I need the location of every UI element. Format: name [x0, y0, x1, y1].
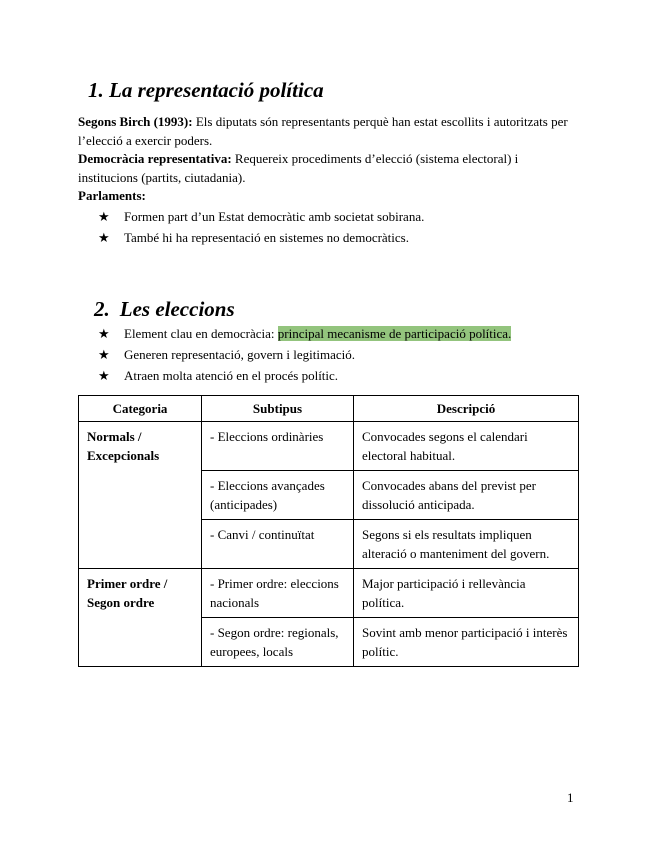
section1-paragraphs [78, 113, 578, 206]
section2-title-number: 2. [94, 296, 110, 321]
bullet-text: Atraen molta atenció en el procés polític. [124, 367, 339, 383]
list-item [98, 365, 578, 386]
subtype-cell: - Primer ordre: eleccions nacionals [202, 568, 354, 617]
list-item [98, 323, 578, 344]
star-bullet-icon: ★ [98, 325, 110, 341]
paragraph-text: Els diputats són representants perquè han estat escollits i autoritzats per l’elecció a exercir poders. [78, 114, 568, 148]
col-header-descripcio: Descripció [354, 395, 579, 421]
paragraph-lead: Democràcia representativa: [78, 151, 232, 167]
paragraph-lead: Segons Birch (1993): [78, 114, 193, 129]
paragraph [78, 187, 578, 206]
subtype-cell: - Eleccions avançades (anticipades) [202, 470, 354, 519]
description-cell: Convocades abans del previst per dissolució anticipada. [354, 470, 579, 519]
description-cell: Major participació i rellevància política. [354, 568, 579, 617]
bullet-text: També hi ha representació en sistemes no democràtics. [124, 229, 409, 245]
list-item [98, 344, 578, 365]
section2-title-text: Les eleccions [119, 296, 235, 321]
subtype-cell: - Eleccions ordinàries [202, 421, 354, 470]
section2-title [94, 296, 578, 323]
highlighted-text: principal mecanisme de participació política. [277, 325, 512, 341]
section1-bullet-list [78, 206, 578, 248]
table-row [79, 568, 579, 617]
star-bullet-icon: ★ [98, 229, 110, 245]
col-header-categoria: Categoria [79, 395, 202, 421]
category-cell: Primer ordre / Segon ordre [79, 568, 202, 666]
paragraph-text: Requereix procediments d’elecció (sistema electoral) i institucions (partits, ciutadania). [78, 151, 519, 185]
star-bullet-icon: ★ [98, 367, 110, 383]
category-cell: Normals / Excepcionals [79, 421, 202, 568]
star-bullet-icon: ★ [98, 346, 110, 362]
bullet-text: Generen representació, govern i legitimació. [124, 346, 356, 362]
description-cell: Convocades segons el calendari electoral habitual. [354, 421, 579, 470]
subtype-cell: - Segon ordre: regionals, europees, locals [202, 617, 354, 666]
page-number: 1 [567, 790, 574, 805]
list-item [98, 206, 578, 227]
paragraph [78, 113, 578, 150]
section2-bullet-list [78, 323, 578, 386]
elections-table [78, 395, 579, 667]
description-cell: Segons si els resultats impliquen alteració o manteniment del govern. [354, 519, 579, 568]
paragraph [78, 150, 578, 187]
bullet-text-plain: Element clau en democràcia: [124, 325, 278, 341]
table-row [79, 421, 579, 470]
bullet-text [124, 323, 511, 344]
subtype-cell: - Canvi / continuïtat [202, 519, 354, 568]
list-item [98, 227, 578, 248]
page-content [78, 0, 578, 667]
description-cell: Sovint amb menor participació i interès polític. [354, 617, 579, 666]
bullet-text: Formen part d’un Estat democràtic amb societat sobirana. [124, 208, 425, 224]
section1-title: 1. La representació política [88, 78, 324, 102]
table-header-row [79, 395, 579, 421]
paragraph-lead: Parlaments: [78, 188, 146, 204]
star-bullet-icon: ★ [98, 208, 110, 224]
col-header-subtipus: Subtipus [202, 395, 354, 421]
